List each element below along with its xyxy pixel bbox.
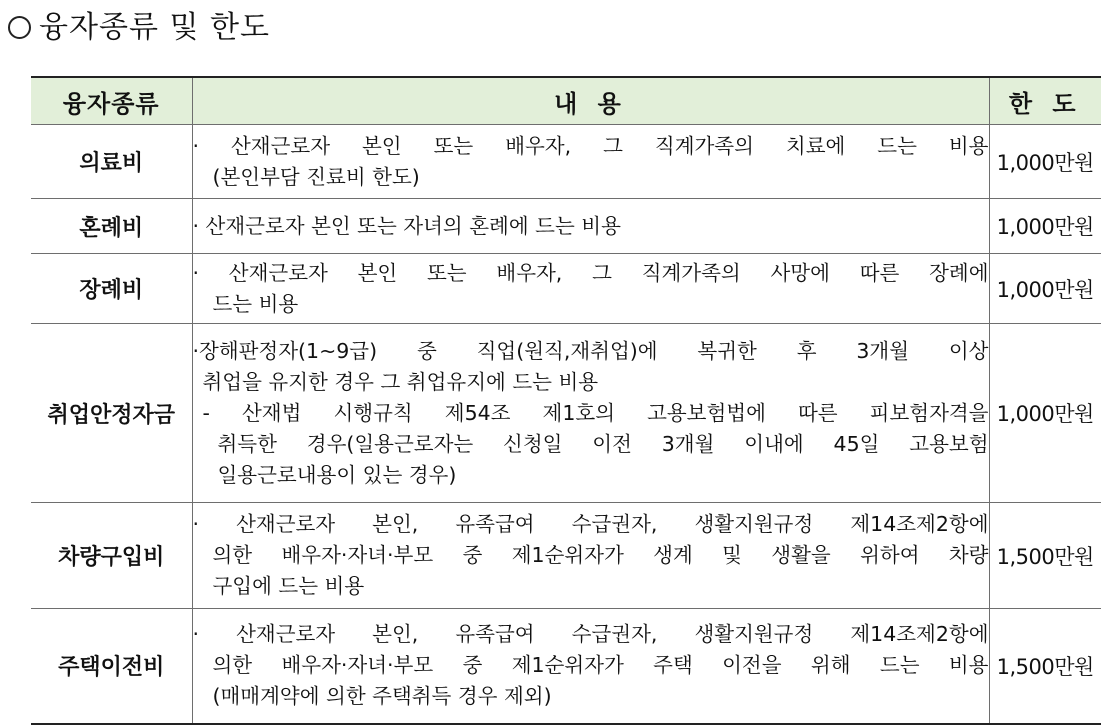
table-row xyxy=(31,503,1101,609)
content-cell xyxy=(192,609,989,724)
table-row xyxy=(31,125,1101,199)
limit-cell: 1,000만원 xyxy=(989,324,1101,503)
table-row xyxy=(31,199,1101,254)
limit-cell: 1,000만원 xyxy=(989,199,1101,254)
header-limit: 한 도 xyxy=(989,77,1101,125)
circle-bullet-icon xyxy=(8,16,31,39)
table-row xyxy=(31,324,1101,503)
content-line: 일용근로내용이 있는 경우) xyxy=(217,462,457,487)
table-header-row xyxy=(31,77,1101,125)
content-line: · 산재근로자 본인 또는 배우자, 그 직계가족의 치료에 드는 비용 xyxy=(192,133,989,158)
table-row xyxy=(31,609,1101,724)
loan-type-cell: 차량구입비 xyxy=(31,503,192,609)
section-title-text: 융자종류 및 한도 xyxy=(39,10,270,45)
content-line: 드는 비용 xyxy=(212,291,299,316)
section-title xyxy=(8,8,270,48)
loan-type-cell: 취업안정자금 xyxy=(31,324,192,503)
content-line: - 산재법 시행규칙 제54조 제1호의 고용보험법에 따른 피보험자격을 xyxy=(202,400,989,425)
content-cell xyxy=(192,503,989,609)
content-line: · 산재근로자 본인 또는 자녀의 혼례에 드는 비용 xyxy=(192,213,621,238)
limit-cell: 1,000만원 xyxy=(989,254,1101,324)
content-line: · 산재근로자 본인 또는 배우자, 그 직계가족의 사망에 따른 장례에 xyxy=(192,260,989,285)
content-cell xyxy=(192,324,989,503)
content-cell xyxy=(192,254,989,324)
header-loan-type: 융자종류 xyxy=(31,77,192,125)
content-line: ·장해판정자(1~9급) 중 직업(원직,재취업)에 복귀한 후 3개월 이상 xyxy=(192,338,989,363)
content-line: · 산재근로자 본인, 유족급여 수급권자, 생활지원규정 제14조제2항에 xyxy=(192,622,989,647)
loan-type-cell: 주택이전비 xyxy=(31,609,192,724)
loan-type-cell: 혼례비 xyxy=(31,199,192,254)
limit-cell: 1,500만원 xyxy=(989,503,1101,609)
loan-types-table xyxy=(31,76,1101,725)
content-cell xyxy=(192,125,989,199)
content-line: (본인부담 진료비 한도) xyxy=(212,164,420,189)
content-line: 의한 배우자·자녀·부모 중 제1순위자가 생계 및 생활을 위하여 차량 xyxy=(212,543,989,567)
content-line: 구입에 드는 비용 xyxy=(212,574,365,598)
table-row xyxy=(31,254,1101,324)
content-line: 의한 배우자·자녀·부모 중 제1순위자가 주택 이전을 위해 드는 비용 xyxy=(212,653,989,678)
content-line: 취득한 경우(일용근로자는 신청일 이전 3개월 이내에 45일 고용보험 xyxy=(217,431,989,456)
content-line: (매매계약에 의한 주택취득 경우 제외) xyxy=(212,684,552,709)
loan-type-cell: 장례비 xyxy=(31,254,192,324)
header-content: 내 용 xyxy=(192,77,989,125)
content-line: · 산재근로자 본인, 유족급여 수급권자, 생활지원규정 제14조제2항에 xyxy=(192,512,989,536)
content-cell xyxy=(192,199,989,254)
limit-cell: 1,000만원 xyxy=(989,125,1101,199)
limit-cell: 1,500만원 xyxy=(989,609,1101,724)
loan-type-cell: 의료비 xyxy=(31,125,192,199)
content-line: 취업을 유지한 경우 그 취업유지에 드는 비용 xyxy=(202,369,599,394)
